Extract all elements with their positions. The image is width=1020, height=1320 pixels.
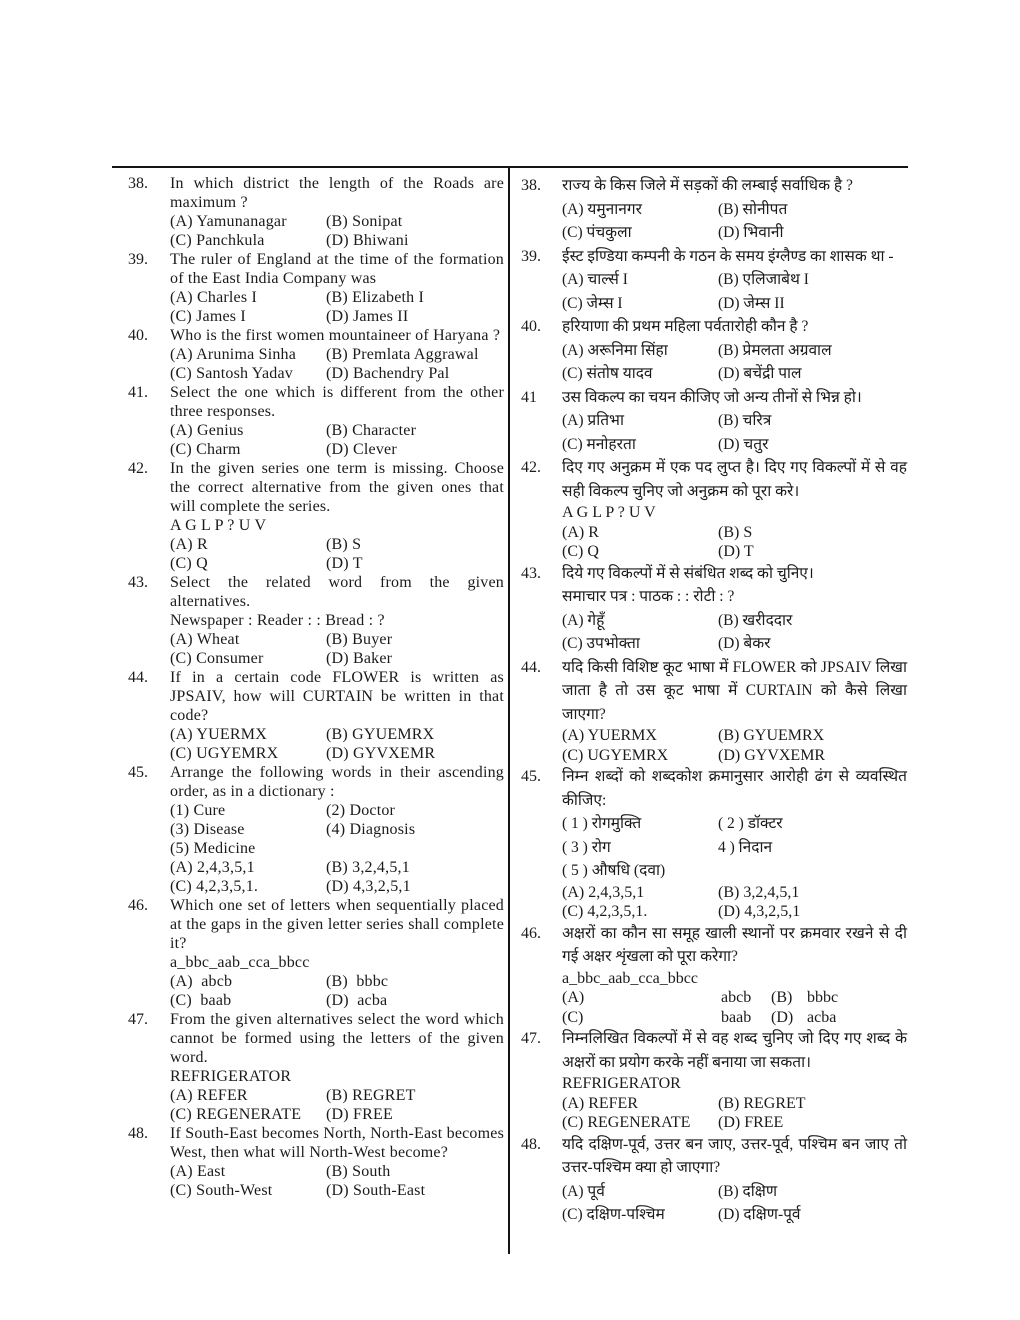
option: (C) baab — [170, 992, 232, 1009]
option-row — [562, 746, 907, 766]
question — [521, 922, 907, 1028]
option: (A) YUERMX — [170, 726, 267, 743]
question-number: 38. — [521, 177, 541, 194]
option: (D) FREE — [326, 1106, 393, 1123]
question-text: In the given series one term is missing. Choose the correct alternative from the given ones that will complete the series. — [170, 460, 504, 515]
question-body — [170, 1010, 504, 1124]
question-number: 42. — [521, 459, 541, 476]
top-horizontal-rule — [112, 166, 908, 168]
option-row — [562, 523, 907, 543]
question-number: 48. — [521, 1135, 541, 1153]
option: (C) Santosh Yadav — [170, 365, 293, 382]
option: (D) 4,3,2,5,1 — [718, 903, 801, 920]
question — [128, 1124, 504, 1200]
option-row — [562, 902, 907, 922]
option-row — [170, 1162, 504, 1181]
question — [521, 386, 907, 457]
question-body — [170, 383, 504, 459]
option-row — [170, 345, 504, 364]
question-number: 41 — [521, 388, 537, 406]
question-text: यदि दक्षिण-पूर्व, उत्तर बन जाए, उत्तर-पूर्व, पश्चिम बन जाए तो उत्तर-पश्चिम क्या हो जाएगा? — [562, 1135, 907, 1176]
question-number: 45. — [521, 768, 541, 785]
question-line: REFRIGERATOR — [170, 1068, 292, 1085]
option: (B) चरित्र — [718, 412, 772, 429]
option: (D) FREE — [718, 1114, 784, 1131]
option-row — [170, 1105, 504, 1124]
option: (D) चतुर — [718, 435, 769, 453]
option-row — [562, 609, 907, 633]
option: (A) गेहूँ — [562, 611, 605, 629]
option: (C) 4,2,3,5,1. — [562, 903, 648, 920]
question-number: 47. — [128, 1011, 148, 1028]
question-text: In which district the length of the Roads are maximum ? — [170, 175, 504, 211]
option: (B) REGRET — [326, 1087, 416, 1104]
option-row — [562, 988, 907, 1008]
option: (3) Disease — [170, 821, 245, 838]
option-row — [170, 858, 504, 877]
question-body — [170, 668, 504, 763]
option-row — [170, 725, 504, 744]
option: (D) acba — [326, 992, 388, 1009]
option-row — [562, 1094, 907, 1114]
option-row — [562, 292, 907, 316]
option-row — [170, 820, 504, 839]
option-row — [562, 836, 907, 860]
option: (D) बचेंद्री पाल — [718, 365, 802, 382]
option: (A) अरूनिमा सिंहा — [562, 341, 668, 359]
question-line: a_bbc_aab_cca_bbcc — [170, 954, 310, 971]
option: (B) S — [718, 523, 753, 541]
question-number: 44. — [128, 669, 148, 686]
option: (B) REGRET — [718, 1094, 806, 1112]
question-body — [562, 1027, 907, 1133]
option: ( 5 ) औषधि (दवा) — [562, 862, 666, 879]
question-number: 39. — [521, 247, 541, 265]
option: (5) Medicine — [170, 840, 256, 857]
option: (A) REFER — [170, 1087, 248, 1104]
question-body — [562, 562, 907, 656]
option: (B) GYUEMRX — [718, 727, 825, 744]
option: ( 2 ) डॉक्टर — [718, 815, 783, 832]
option: (C) UGYEMRX — [562, 746, 669, 764]
question-line: समाचार पत्र : पाठक : : रोटी : ? — [562, 588, 735, 605]
question-body — [170, 326, 504, 383]
option: (C) पंचकुला — [562, 224, 632, 241]
question — [521, 1133, 907, 1227]
option-row — [170, 839, 504, 858]
option: (D) दक्षिण-पूर्व — [718, 1206, 801, 1223]
option: ( 3 ) रोग — [562, 838, 611, 856]
option: 4 ) निदान — [718, 838, 773, 856]
option-row — [562, 433, 907, 457]
option-row — [170, 991, 504, 1010]
question-number: 44. — [521, 658, 541, 676]
question-number: 40. — [128, 327, 148, 344]
option: (A) REFER — [562, 1094, 638, 1112]
question — [521, 456, 907, 562]
question-text: Arrange the following words in their ascending order, as in a dictionary : — [170, 764, 504, 800]
option-row — [562, 883, 907, 903]
question-body — [562, 456, 907, 562]
option: (B) सोनीपत — [718, 200, 788, 218]
option-row — [562, 198, 907, 222]
option-row — [170, 744, 504, 763]
question-text: If South-East becomes North, North-East becomes West, then what will North-West become? — [170, 1125, 504, 1161]
question-body — [562, 245, 907, 316]
option-row — [562, 1113, 907, 1133]
option: (B) bbbc — [326, 973, 389, 990]
question-line: REFRIGERATOR — [562, 1075, 681, 1092]
question-text: Select the one which is different from the other three responses. — [170, 384, 504, 420]
option: (1) Cure — [170, 802, 226, 819]
english-questions-column — [128, 174, 504, 1200]
question-body — [170, 763, 504, 896]
option-row — [562, 859, 907, 883]
option: (C) REGENERATE — [170, 1106, 302, 1123]
question-text: Who is the first women mountaineer of Haryana ? — [170, 327, 501, 344]
option: acba — [807, 1008, 837, 1026]
option: (2) Doctor — [326, 802, 396, 819]
column-divider-rule — [508, 166, 510, 1254]
option: (C) 4,2,3,5,1. — [170, 878, 259, 895]
option: (B) एलिजाबेथ I — [718, 271, 809, 288]
option-row — [562, 409, 907, 433]
question — [521, 656, 907, 766]
question-text: यदि किसी विशिष्ट कूट भाषा में FLOWER को JPSAIV लिखा जाता है तो उस कूट भाषा में CURTAIN को कैसे लिखा जाएगा? — [562, 658, 907, 723]
question-number: 42. — [128, 460, 148, 477]
question-text: दिये गए विकल्पों में से संबंधित शब्द को चुनिए। — [562, 564, 814, 582]
question-text: The ruler of England at the time of the formation of the East India Company was — [170, 251, 504, 287]
option: (C) Q — [170, 555, 208, 572]
question-number: 40. — [521, 318, 541, 335]
option-row — [170, 212, 504, 231]
option: (C) जेम्स I — [562, 294, 623, 312]
question — [521, 315, 907, 386]
option-row — [170, 307, 504, 326]
question-number: 45. — [128, 764, 148, 781]
question-line: A G L P ? U V — [170, 517, 267, 534]
question-body — [170, 250, 504, 326]
option-row — [170, 972, 504, 991]
option: (B) खरीददार — [718, 611, 793, 629]
option: (A) 2,4,3,5,1 — [170, 859, 255, 876]
question-text: Which one set of letters when sequentially placed at the gaps in the given letter series shall complete it? — [170, 897, 504, 952]
option: (D) Bhiwani — [326, 232, 409, 249]
option-row — [562, 812, 907, 836]
option: baab — [721, 1008, 752, 1026]
option: (C) दक्षिण-पश्चिम — [562, 1206, 665, 1223]
question-body — [170, 1124, 504, 1200]
question-body — [170, 896, 504, 1010]
option-row — [562, 339, 907, 363]
option: ( 1 ) रोगमुक्ति — [562, 815, 642, 832]
option: (B) प्रेमलता अग्रवाल — [718, 341, 832, 359]
question — [128, 896, 504, 1010]
question — [521, 1027, 907, 1133]
question-text: दिए गए अनुक्रम में एक पद लुप्त है। दिए गए विकल्पों में से वह सही विकल्प चुनिए जो अनुक्रम को पूरा करे। — [562, 459, 907, 500]
question — [128, 383, 504, 459]
option-label: (C) — [562, 1008, 584, 1026]
option-row — [562, 1008, 907, 1028]
question-text: निम्न शब्दों को शब्दकोश क्रमानुसार आरोही ढंग से व्यवस्थित कीजिए: — [562, 768, 907, 809]
question-text: Select the related word from the given alternatives. — [170, 574, 504, 610]
option-row — [170, 421, 504, 440]
question — [128, 326, 504, 383]
option-row — [562, 1180, 907, 1204]
question-body — [562, 1133, 907, 1227]
option: (C) Consumer — [170, 650, 264, 667]
question-line: Newspaper : Reader : : Bread : ? — [170, 612, 385, 629]
option: bbbc — [807, 989, 839, 1006]
question — [128, 250, 504, 326]
question — [128, 174, 504, 250]
option: (D) James II — [326, 308, 409, 325]
option: (D) T — [326, 555, 363, 572]
question-body — [562, 656, 907, 766]
question-line: A G L P ? U V — [562, 504, 656, 521]
option-row — [170, 554, 504, 573]
option: (C) REGENERATE — [562, 1114, 691, 1131]
question-number: 46. — [521, 924, 541, 942]
option-row — [170, 1086, 504, 1105]
option-row — [562, 1203, 907, 1227]
question — [521, 174, 907, 245]
option: (B) S — [326, 536, 362, 553]
question-body — [562, 174, 907, 245]
option-row — [170, 364, 504, 383]
hindi-questions-column — [521, 174, 907, 1227]
option-row — [170, 877, 504, 896]
option: (C) Q — [562, 543, 599, 560]
option: (A) abcb — [170, 973, 233, 990]
question-text: उस विकल्प का चयन कीजिए जो अन्य तीनों से भिन्न हो। — [562, 388, 862, 406]
option-row — [170, 630, 504, 649]
option: (D) जेम्स II — [718, 294, 785, 312]
option: (D) GYVXEMR — [718, 746, 826, 764]
option-row — [170, 231, 504, 250]
question-number: 39. — [128, 251, 148, 268]
option: (B) GYUEMRX — [326, 726, 435, 743]
option-row — [170, 801, 504, 820]
question-text: निम्नलिखित विकल्पों में से वह शब्द चुनिए जो दिए गए शब्द के अक्षरों का प्रयोग करके नहीं बनाया जा सकता। — [562, 1030, 907, 1071]
question — [128, 763, 504, 896]
option: abcb — [721, 989, 752, 1006]
option: (4) Diagnosis — [326, 821, 416, 838]
option-row — [562, 632, 907, 656]
question-body — [170, 573, 504, 668]
option: (A) East — [170, 1163, 226, 1180]
question — [521, 245, 907, 316]
option: (A) Yamunanagar — [170, 213, 287, 230]
question-body — [562, 386, 907, 457]
option: (B) 3,2,4,5,1 — [326, 859, 410, 876]
option: (C) Charm — [170, 441, 241, 458]
option: (D) T — [718, 543, 754, 560]
option: (C) मनोहरता — [562, 435, 636, 453]
option: (B) South — [326, 1163, 391, 1180]
option: (C) Panchkula — [170, 232, 265, 249]
question-text: ईस्ट इण्डिया कम्पनी के गठन के समय इंग्लैण्ड का शासक था - — [562, 247, 894, 265]
option: (A) R — [170, 536, 208, 553]
option-row — [170, 288, 504, 307]
option: (D) Clever — [326, 441, 397, 458]
question-body — [170, 459, 504, 573]
question-number: 47. — [521, 1030, 541, 1047]
option-label: (B) — [771, 989, 793, 1006]
option: (A) यमुनानगर — [562, 200, 642, 218]
option: (C) James I — [170, 308, 246, 325]
option: (A) Wheat — [170, 631, 240, 648]
option: (A) चार्ल्स I — [562, 271, 628, 288]
question-number: 38. — [128, 175, 148, 192]
option: (A) Arunima Sinha — [170, 346, 297, 363]
option: (D) GYVXEMR — [326, 745, 436, 762]
option: (D) 4,3,2,5,1 — [326, 878, 411, 895]
option: (B) 3,2,4,5,1 — [718, 883, 800, 901]
option-row — [562, 362, 907, 386]
option: (B) Character — [326, 422, 417, 439]
option-row — [170, 535, 504, 554]
question — [128, 668, 504, 763]
option: (B) Sonipat — [326, 213, 403, 230]
option: (A) YUERMX — [562, 727, 657, 744]
option: (A) प्रतिभा — [562, 412, 624, 429]
question-text: If in a certain code FLOWER is written as JPSAIV, how will CURTAIN be written in that code? — [170, 669, 504, 724]
question-body — [562, 922, 907, 1028]
option-row — [170, 1181, 504, 1200]
option: (B) Buyer — [326, 631, 393, 648]
option: (C) संतोष यादव — [562, 365, 653, 382]
option-label: (D) — [771, 1008, 794, 1026]
option: (A) R — [562, 523, 599, 541]
question-number: 41. — [128, 384, 148, 401]
option-row — [170, 649, 504, 668]
question-text: राज्य के किस जिले में सड़कों की लम्बाई सर्वाधिक है ? — [562, 177, 853, 194]
question-text: अक्षरों का कौन सा समूह खाली स्थानों पर क्रमवार रखने से दी गई अक्षर शृंखला को पूरा करेगा? — [562, 924, 907, 965]
option: (D) Baker — [326, 650, 393, 667]
question-number: 46. — [128, 897, 148, 914]
option: (A) Charles I — [170, 289, 258, 306]
question — [128, 1010, 504, 1124]
option: (B) Elizabeth I — [326, 289, 425, 306]
option: (A) Genius — [170, 422, 244, 439]
option: (C) UGYEMRX — [170, 745, 279, 762]
option: (D) Bachendry Pal — [326, 365, 450, 382]
option-row — [562, 221, 907, 245]
option: (D) South-East — [326, 1182, 426, 1199]
question — [521, 562, 907, 656]
option: (B) दक्षिण — [718, 1182, 778, 1200]
question-body — [170, 174, 504, 250]
question-number: 48. — [128, 1125, 148, 1142]
option: (A) पूर्व — [562, 1182, 605, 1200]
option-label: (A) — [562, 989, 585, 1006]
option-row — [562, 268, 907, 292]
option-row — [562, 726, 907, 746]
question-number: 43. — [521, 564, 541, 582]
question — [128, 459, 504, 573]
option: (A) 2,4,3,5,1 — [562, 883, 645, 901]
option: (D) भिवानी — [718, 224, 784, 241]
question-body — [562, 765, 907, 922]
question-text: From the given alternatives select the word which cannot be formed using the letters of the given word. — [170, 1011, 504, 1066]
option: (B) Premlata Aggrawal — [326, 346, 479, 363]
option: (C) उपभोक्ता — [562, 635, 640, 652]
question — [521, 765, 907, 922]
question-number: 43. — [128, 574, 148, 591]
question-line: a_bbc_aab_cca_bbcc — [562, 969, 698, 987]
option-row — [562, 542, 907, 562]
question-text: हरियाणा की प्रथम महिला पर्वतारोही कौन है ? — [562, 318, 809, 335]
question — [128, 573, 504, 668]
option-row — [170, 440, 504, 459]
question-body — [562, 315, 907, 386]
option: (C) South-West — [170, 1182, 273, 1199]
option: (D) बेकर — [718, 635, 771, 652]
